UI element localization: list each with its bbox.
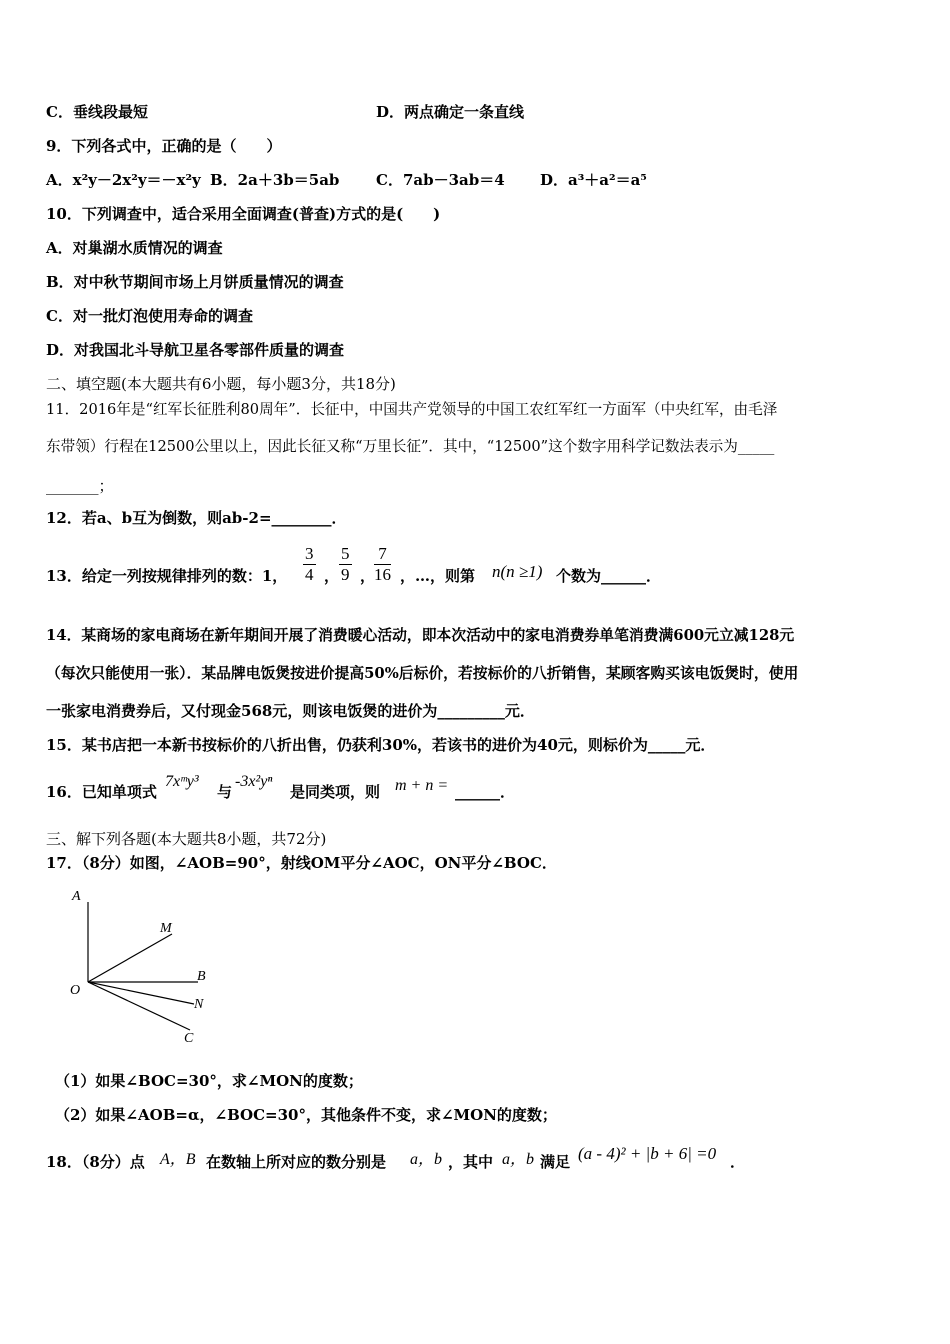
label-c: C: [184, 1031, 194, 1046]
q14-line-1: 14．某商场的家电商场在新年期间开展了消费暖心活动，即本次活动中的家电消费券单笔消费满600元立减128元: [46, 627, 795, 644]
ray-on: [88, 982, 194, 1004]
q11-line-1: 11．2016年是“红军长征胜利80周年”．长征中，中国共产党领导的中国工农红军红一方面军（中央红军，由毛泽: [46, 401, 778, 418]
q13-fraction-2: [339, 544, 352, 585]
q16-mid: 与: [217, 783, 233, 801]
q16-mid-2: 是同类项，则: [290, 783, 381, 801]
q16-term-1: 7xᵐy³: [165, 773, 199, 790]
q13-separator-1: ，: [324, 567, 340, 585]
q8-option-d: D．两点确定一条直线: [376, 103, 525, 121]
q10-option-b: B．对中秋节期间市场上月饼质量情况的调查: [46, 273, 344, 291]
q13-separator-2: ，: [360, 567, 376, 585]
q16-suffix: ______．: [455, 783, 516, 801]
label-a: A: [72, 889, 81, 904]
q13-fraction-3: [374, 544, 391, 585]
q9-option-d: D．a³＋a²＝a⁵: [540, 171, 647, 189]
q13-dots: ，…，则第: [400, 567, 476, 585]
q13-suffix: 个数为______．: [556, 567, 662, 585]
q18-points: A，B: [160, 1151, 196, 1168]
q17-sub-2: （2）如果∠AOB=α，∠BOC=30°，其他条件不变，求∠MON的度数；: [55, 1106, 557, 1124]
q15-text: 15．某书店把一本新书按标价的八折出售，仍获利30%，若该书的进价为40元，则标价为_____元．: [46, 736, 716, 754]
q17-stem: 17．（8分）如图，∠AOB=90°，射线OM平分∠AOC，ON平分∠BOC．: [46, 854, 557, 872]
q18-suffix: ．: [730, 1153, 746, 1171]
q13-fraction-1: [303, 544, 316, 585]
q10-option-c: C．对一批灯泡使用寿命的调查: [46, 307, 253, 325]
q11-line-3: _______；: [46, 477, 114, 495]
ray-oc: [88, 982, 190, 1030]
ray-om: [88, 934, 172, 982]
section-2-heading: 二、填空题(本大题共有6小题，每小题3分，共18分): [46, 375, 396, 393]
label-b: B: [197, 969, 206, 984]
q16-prefix: 16．已知单项式: [46, 783, 157, 801]
fraction-denominator: 9: [341, 565, 350, 584]
q10-option-d: D．对我国北斗导航卫星各零部件质量的调查: [46, 341, 345, 359]
q17-sub-1: （1）如果∠BOC=30°，求∠MON的度数；: [55, 1072, 363, 1090]
label-n: N: [194, 997, 204, 1012]
q18-vars-1: a，b: [410, 1151, 443, 1168]
q18-expression: (a - 4)² + |b + 6| =0: [578, 1144, 717, 1163]
q9-option-a: A．x²y－2x²y＝－x²y: [46, 171, 201, 189]
q16-term-2: -3x²yⁿ: [235, 773, 273, 790]
q16-expression: m + n =: [395, 777, 449, 794]
q14-line-3: 一张家电消费券后，又付现金568元，则该电饭煲的进价为_________元．: [46, 702, 535, 720]
q13-condition: n(n ≥1): [492, 562, 543, 581]
label-o: O: [70, 983, 81, 998]
q18-mid-3: 满足: [540, 1153, 571, 1171]
q10-option-a: A．对巢湖水质情况的调查: [46, 239, 223, 257]
fraction-numerator: 3: [305, 544, 314, 563]
q18-mid: 在数轴上所对应的数分别是: [206, 1153, 387, 1171]
angle-figure: [60, 882, 220, 1052]
fraction-denominator: 16: [374, 565, 391, 584]
q10-stem: 10．下列调查中，适合采用全面调查(普查)方式的是( ): [46, 205, 441, 223]
q13-prefix: 13．给定一列按规律排列的数：1，: [46, 567, 288, 585]
q18-vars-2: a，b: [502, 1151, 535, 1168]
label-m: M: [160, 921, 172, 936]
q18-prefix: 18．（8分）点: [46, 1153, 145, 1171]
q9-stem: 9．下列各式中，正确的是（ ）: [46, 137, 282, 155]
q14-line-2: （每次只能使用一张）．某品牌电饭煲按进价提高50%后标价，若按标价的八折销售，某顾客购买该电饭煲时，使用: [46, 665, 799, 682]
fraction-numerator: 5: [341, 544, 350, 563]
fraction-denominator: 4: [305, 565, 314, 584]
q12-text: 12．若a、b互为倒数，则ab-2=________．: [46, 509, 347, 527]
fraction-numerator: 7: [374, 544, 391, 565]
q11-line-2: 东带领）行程在12500公里以上，因此长征又称“万里长征”．其中，“12500”这个数字用科学记数法表示为_____: [46, 438, 775, 455]
q18-mid-2: ，其中: [448, 1153, 494, 1171]
q9-option-c: C．7ab－3ab＝4: [376, 171, 505, 189]
q9-option-b: B．2a＋3b＝5ab: [210, 171, 340, 189]
section-3-heading: 三、解下列各题(本大题共8小题，共72分): [46, 830, 327, 848]
q8-option-c: C．垂线段最短: [46, 103, 148, 121]
